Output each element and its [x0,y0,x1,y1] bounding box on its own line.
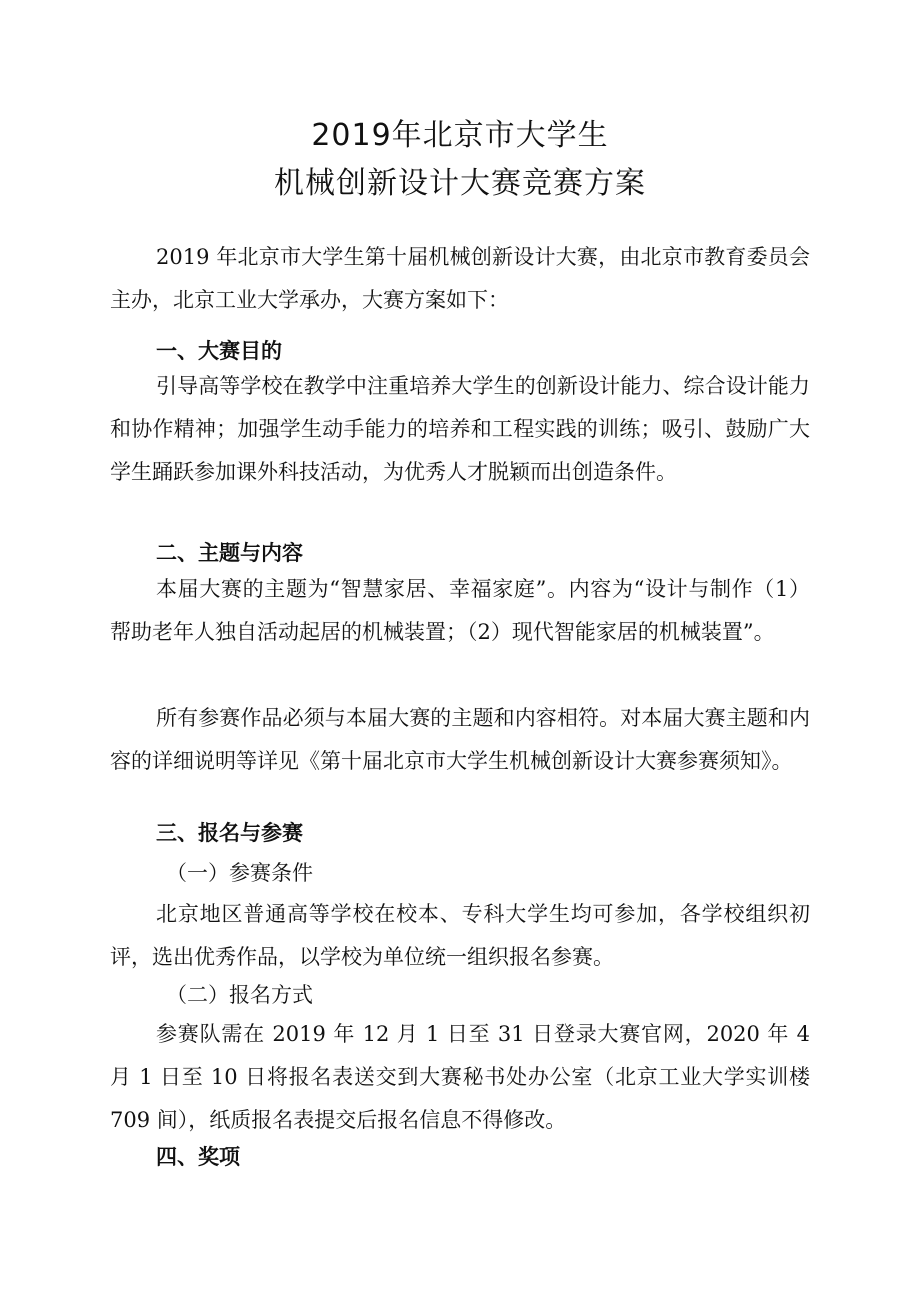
section-1-heading: 一、大赛目的 [156,339,282,363]
section-1-paragraph: 引导高等学校在教学中注重培养大学生的创新设计能力、综合设计能力和协作精神；加强学生动手能力的培养和工程实践的训练；吸引、鼓励广大学生踊跃参加课外科技活动，为优秀人才脱颖而出创造条件。 [110,374,810,484]
section-3-paragraph-2: 参赛队需在 2019 年 12 月 1 日至 31 日登录大赛官网，2020 年 4 月 1 日至 10 日将报名表送交到大赛秘书处办公室（北京工业大学实训楼 709 间），纸质报名表提交后报名信息不得修改。 [110,1022,810,1132]
section-3-subheading-1: （一）参赛条件 [166,861,313,885]
section-4-heading: 四、奖项 [156,1145,240,1169]
document-title-line-1: 2019年北京市大学生 [311,118,609,153]
section-2-paragraph-1: 本届大赛的主题为“智慧家居、幸福家庭”。内容为“设计与制作（1）帮助老年人独自活动起居的机械装置；（2）现代智能家居的机械装置”。 [110,577,810,644]
intro-paragraph: 2019 年北京市大学生第十届机械创新设计大赛，由北京市教育委员会主办，北京工业大学承办，大赛方案如下： [110,245,810,312]
document-title-line-2: 机械创新设计大赛竞赛方案 [274,166,646,201]
section-2-heading: 二、主题与内容 [156,541,303,565]
section-3-subheading-2: （二）报名方式 [166,983,313,1007]
section-3-paragraph-1: 北京地区普通高等学校在校本、专科大学生均可参加，各学校组织初评，选出优秀作品，以学校为单位统一组织报名参赛。 [110,902,810,969]
section-2-paragraph-2: 所有参赛作品必须与本届大赛的主题和内容相符。对本届大赛主题和内容的详细说明等详见《第十届北京市大学生机械创新设计大赛参赛须知》。 [110,706,810,773]
section-3-heading: 三、报名与参赛 [156,821,303,845]
